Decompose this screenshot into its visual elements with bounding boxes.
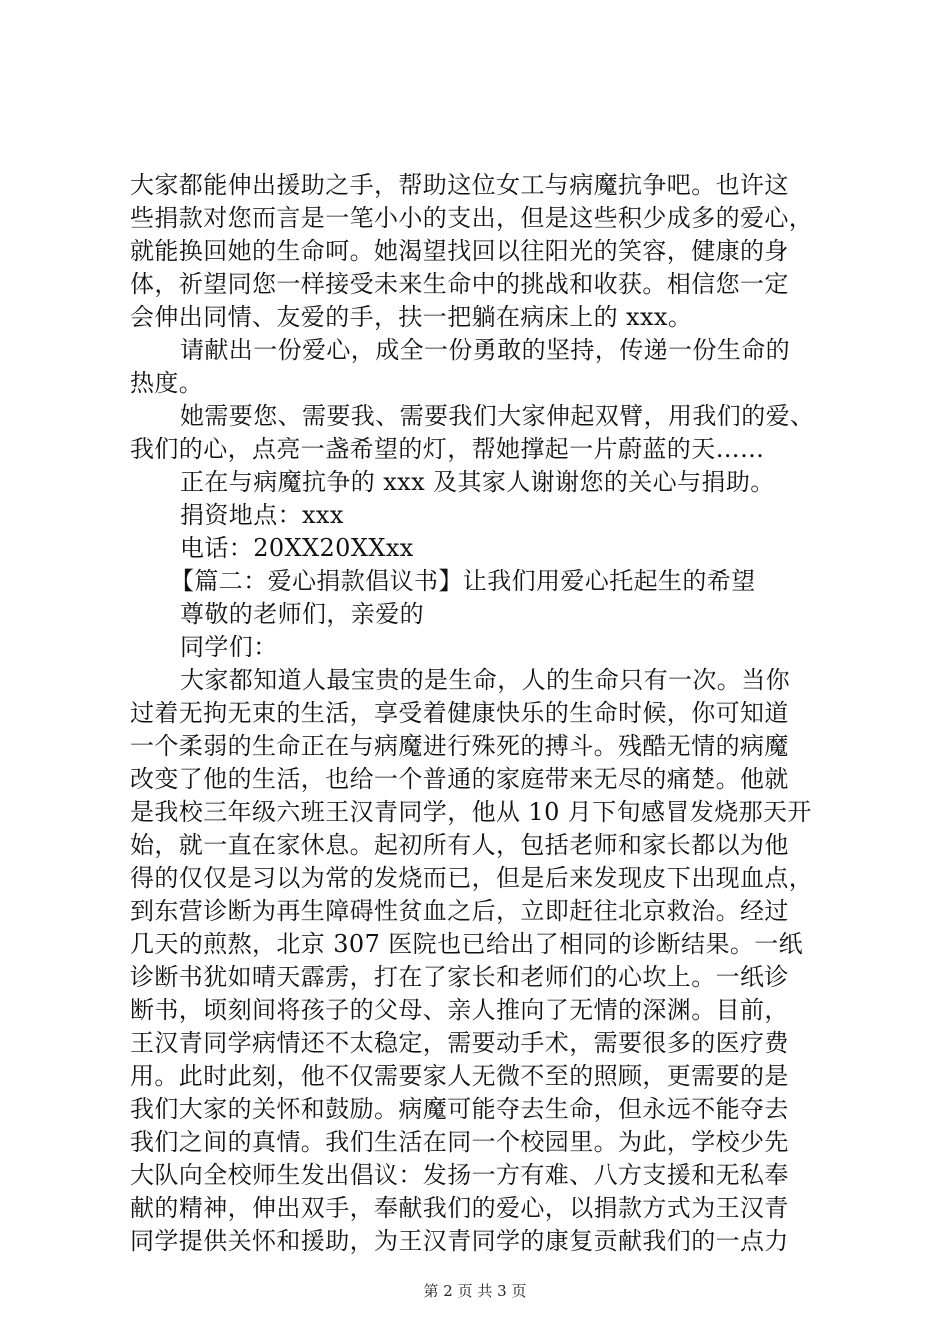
text-line: 王汉青同学病情还不太稳定，需要动手术，需要很多的医疗费 (130, 1029, 789, 1057)
text-line: 过着无拘无束的生活，享受着健康快乐的生命时候，你可知道 (130, 699, 789, 727)
text-line: 献的精神，伸出双手，奉献我们的爱心，以捐款方式为王汉青 (130, 1194, 789, 1222)
text-line: 用。此时此刻，他不仅需要家人无微不至的照顾，更需要的是 (130, 1062, 789, 1090)
text-line: 她需要您、需要我、需要我们大家伸起双臂，用我们的爱、 (180, 402, 815, 430)
salutation-line: 同学们： (180, 633, 278, 661)
text-line: 热度。 (130, 369, 204, 397)
text-line: 我们的心，点亮一盏希望的灯，帮她撑起一片蔚蓝的天…… (130, 435, 765, 463)
text-line: 到东营诊断为再生障碍性贫血之后，立即赶往北京救治。经过 (130, 897, 789, 925)
salutation-line: 尊敬的老师们，亲爱的 (180, 600, 424, 628)
text-line: 些捐款对您而言是一笔小小的支出，但是这些积少成多的爱心， (130, 204, 814, 232)
text-line: 断书，顷刻间将孩子的父母、亲人推向了无情的深渊。目前， (130, 996, 789, 1024)
text-line: 大家都知道人最宝贵的是生命，人的生命只有一次。当你 (180, 666, 790, 694)
text-line: 几天的煎熬，北京 307 医院也已给出了相同的诊断结果。一纸 (130, 930, 804, 958)
text-line: 会伸出同情、友爱的手，扶一把躺在病床上的 xxx。 (130, 303, 693, 331)
text-line: 是我校三年级六班王汉青同学，他从 10 月下旬感冒发烧那天开 (130, 798, 812, 826)
text-line: 捐资地点：xxx (180, 501, 344, 529)
text-line: 得的仅仅是习以为常的发烧而已，但是后来发现皮下出现血点， (130, 864, 814, 892)
text-line: 改变了他的生活，也给一个普通的家庭带来无尽的痛楚。他就 (130, 765, 789, 793)
text-line: 诊断书犹如晴天霹雳，打在了家长和老师们的心坎上。一纸诊 (130, 963, 789, 991)
text-line: 始，就一直在家休息。起初所有人，包括老师和家长都以为他 (130, 831, 789, 859)
text-line: 就能换回她的生命呵。她渴望找回以往阳光的笑容，健康的身 (130, 237, 789, 265)
text-line: 体，祈望同您一样接受未来生命中的挑战和收获。相信您一定 (130, 270, 789, 298)
text-line: 请献出一份爱心，成全一份勇敢的坚持，传递一份生命的 (180, 336, 790, 364)
text-line: 一个柔弱的生命正在与病魔进行殊死的搏斗。残酷无情的病魔 (130, 732, 789, 760)
text-line: 我们之间的真情。我们生活在同一个校园里。为此，学校少先 (130, 1128, 789, 1156)
text-line: 大家都能伸出援助之手，帮助这位女工与病魔抗争吧。也许这 (130, 171, 789, 199)
text-line: 大队向全校师生发出倡议：发扬一方有难、八方支援和无私奉 (130, 1161, 789, 1189)
text-line: 同学提供关怀和援助，为王汉青同学的康复贡献我们的一点力 (130, 1227, 789, 1255)
text-line: 正在与病魔抗争的 xxx 及其家人谢谢您的关心与捐助。 (180, 468, 775, 496)
section-heading: 【篇二：爱心捐款倡议书】让我们用爱心托起生的希望 (170, 567, 756, 595)
page-number-footer: 第 2 页 共 3 页 (423, 1282, 527, 1300)
text-line: 我们大家的关怀和鼓励。病魔可能夺去生命，但永远不能夺去 (130, 1095, 789, 1123)
text-line: 电话：20XX20XXxx (180, 534, 414, 562)
